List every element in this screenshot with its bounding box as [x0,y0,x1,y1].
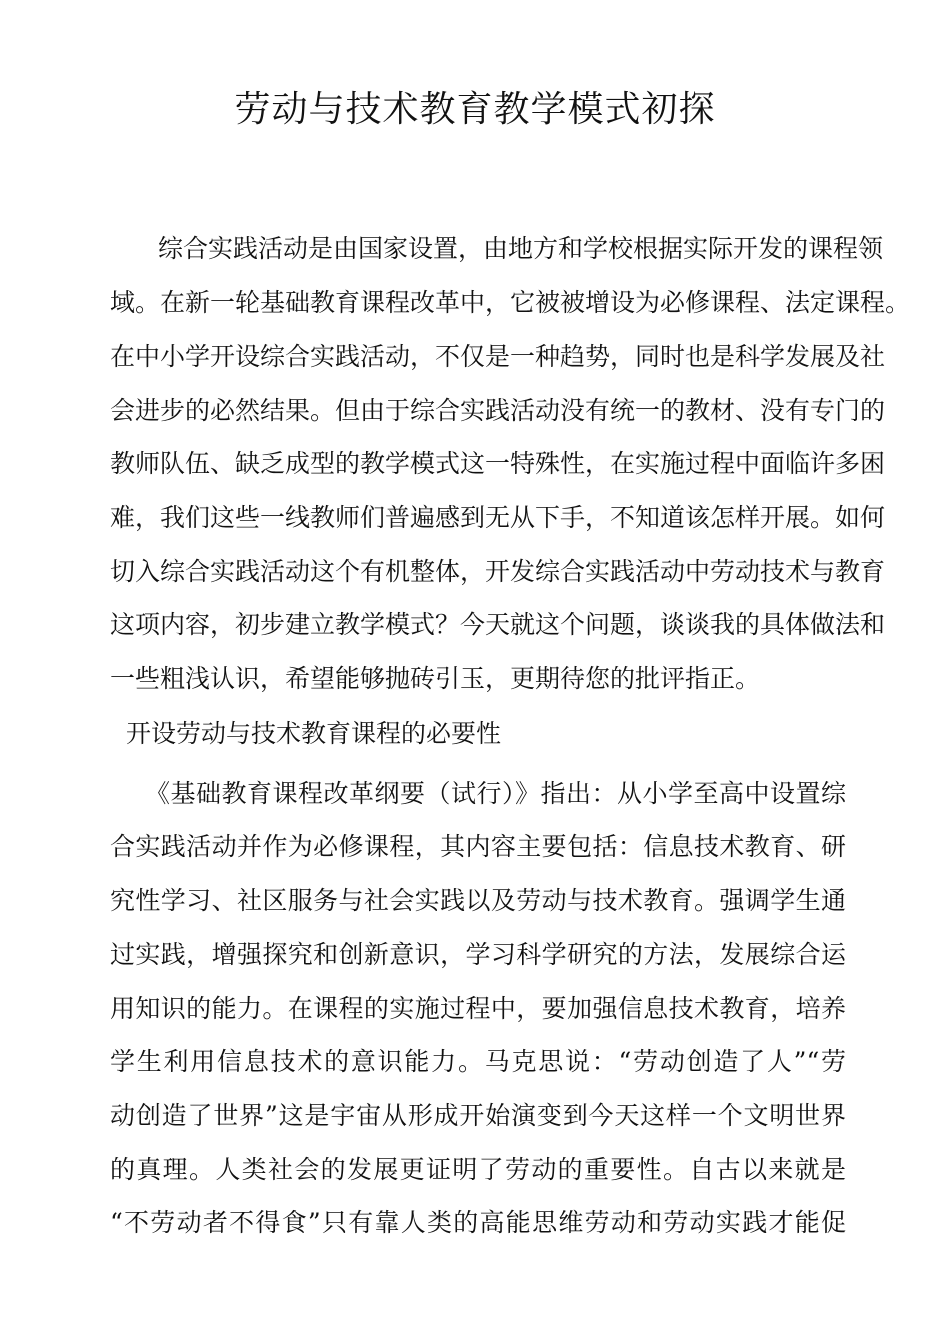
body-line-7: 切入综合实践活动这个有机整体，开发综合实践活动中劳动技术与教育 [110,557,886,586]
body-line-11: 《基础教育课程改革纲要（试行）》指出：从小学至高中设置综 [145,779,846,808]
body-line-16: 学生利用信息技术的意识能力。马克思说：“劳动创造了人”“劳 [110,1047,846,1076]
body-line-17: 动创造了世界”这是宇宙从形成开始演变到今天这样一个文明世界 [110,1101,846,1130]
body-line-15: 用知识的能力。在课程的实施过程中，要加强信息技术教育，培养 [110,994,846,1023]
body-line-5: 教师队伍、缺乏成型的教学模式这一特殊性，在实施过程中面临许多困 [110,449,886,478]
body-line-12: 合实践活动并作为必修课程，其内容主要包括：信息技术教育、研 [110,832,846,861]
body-line-13: 究性学习、社区服务与社会实践以及劳动与技术教育。强调学生通 [110,886,846,915]
body-line-2: 域。在新一轮基础教育课程改革中，它被被增设为必修课程、法定课程。 [110,288,911,317]
body-line-9: 一些粗浅认识，希望能够抛砖引玉，更期待您的批评指正。 [110,664,761,693]
section-heading: 开设劳动与技术教育课程的必要性 [126,719,502,748]
body-line-3: 在中小学开设综合实践活动，不仅是一种趋势，同时也是科学发展及社 [110,342,886,371]
body-line-1: 综合实践活动是由国家设置，由地方和学校根据实际开发的课程领 [158,234,884,263]
body-line-8: 这项内容，初步建立教学模式？今天就这个问题，谈谈我的具体做法和 [110,610,886,639]
body-line-14: 过实践，增强探究和创新意识，学习科学研究的方法，发展综合运 [110,940,846,969]
body-line-18: 的真理。人类社会的发展更证明了劳动的重要性。自古以来就是 [110,1155,846,1184]
body-line-19: “不劳动者不得食”只有靠人类的高能思维劳动和劳动实践才能促 [110,1208,846,1237]
body-line-6: 难，我们这些一线教师们普遍感到无从下手，不知道该怎样开展。如何 [110,503,886,532]
document-title: 劳动与技术教育教学模式初探 [234,89,716,130]
body-line-4: 会进步的必然结果。但由于综合实践活动没有统一的教材、没有专门的 [110,396,886,425]
